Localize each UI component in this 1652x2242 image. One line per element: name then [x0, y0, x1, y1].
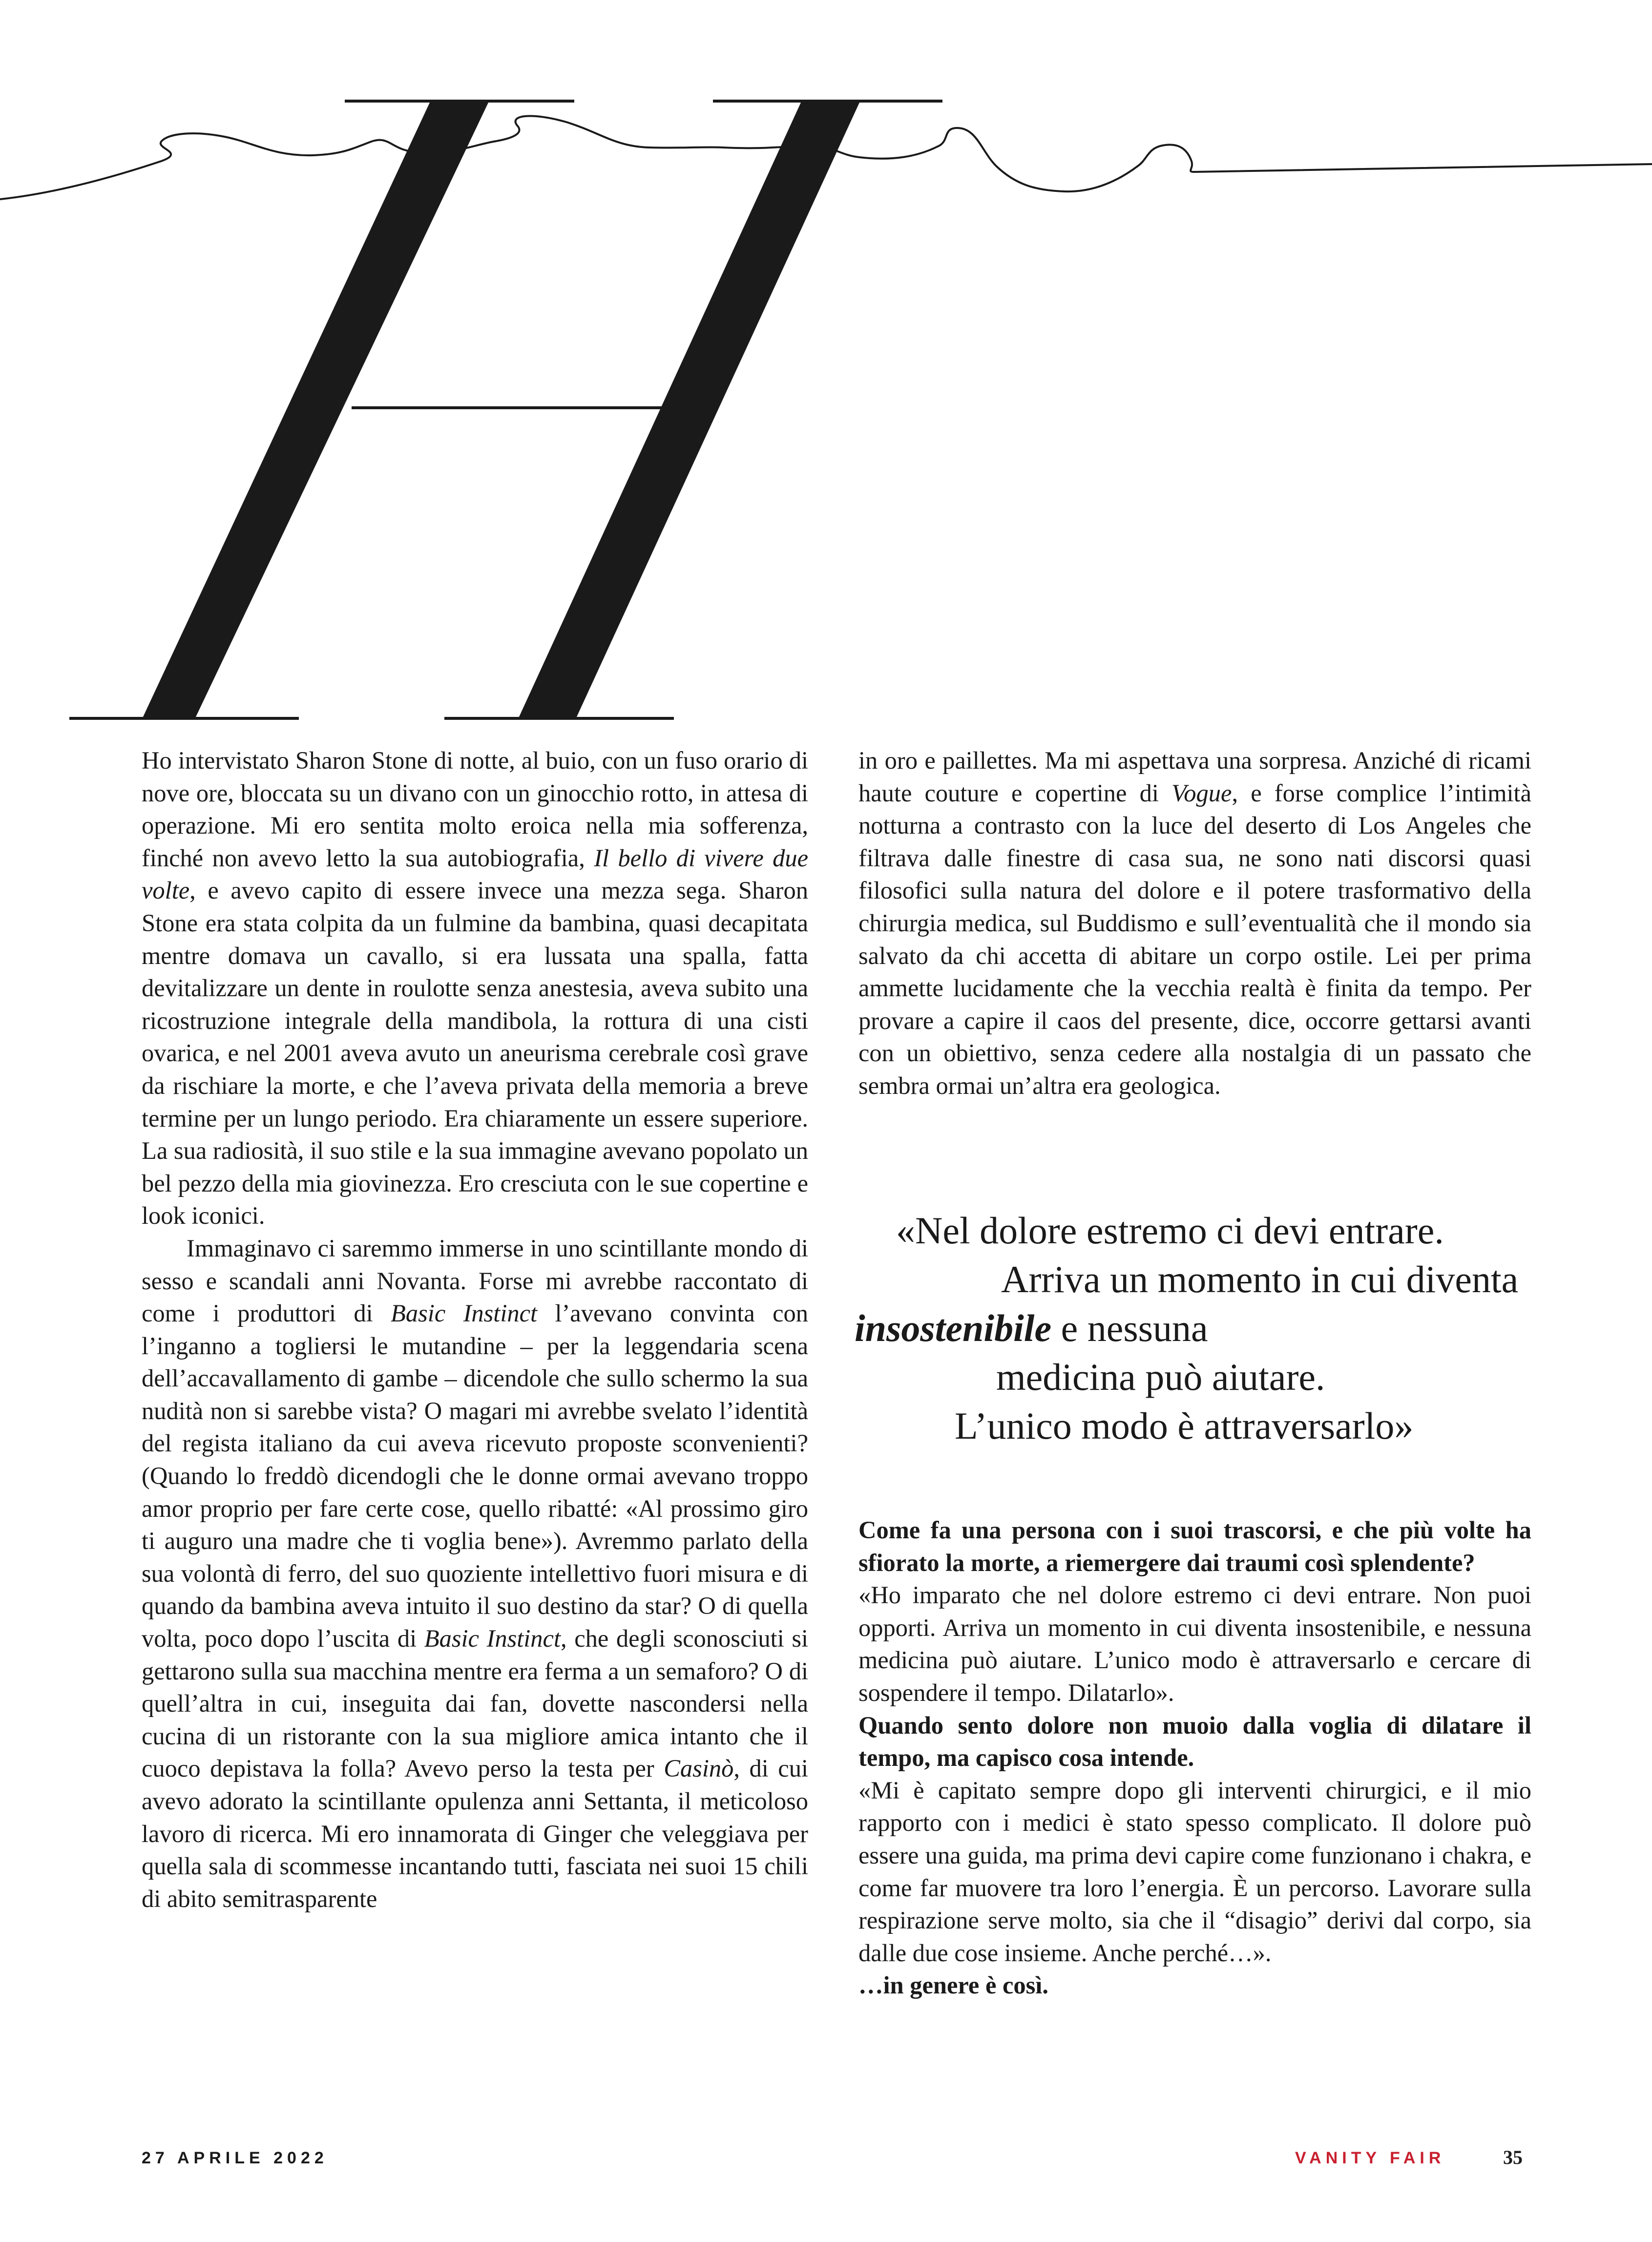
article-right-column — [858, 744, 1531, 1102]
article-left-column — [142, 744, 808, 1915]
article-paragraph: in oro e paillettes. Ma mi aspettava una sorpresa. Anziché di ricami haute couture e copertine di Vogue, e forse complice l’intimità notturna a contrasto con la luce del deserto di Los Angeles che filtrava dalle finestre di casa sua, ne sono nati discorsi quasi filosofici sulla natura del dolore e il potere trasformativo della chirurgia medica, sul Buddismo e sull’eventualità che il mondo sia salvato da chi accetta di abitare un corpo ostile. Lei per prima ammette lucidamente che la vecchia realtà è finita da tempo. Per provare a capire il caos del presente, dice, occorre gettarsi avanti con un obiettivo, senza cedere alla nostalgia di un passato che sembra ormai un’altra era geologica. — [858, 747, 1532, 1099]
pull-quote-line: «Nel dolore estremo ci devi entrare. — [896, 1209, 1444, 1252]
pull-quote-line: medicina può aiutare. — [996, 1356, 1325, 1398]
drop-cap-serif — [345, 100, 574, 103]
pull-quote-emphasis: insostenibile — [855, 1307, 1052, 1349]
interview-section — [858, 1514, 1531, 2002]
interview-question: Come fa una persona con i suoi trascorsi, e che più volte ha sfiorato la morte, a riemergere dai traumi così splendente? — [858, 1516, 1531, 1576]
pull-quote — [855, 1206, 1577, 1480]
article-paragraph: Immaginavo ci saremmo immerse in uno scintillante mondo di sesso e scandali anni Novanta. Forse mi avrebbe raccontato di come i produttori di Basic Instinct l’avevano convinta con l’inganno a togliersi le mutandine – per la leggendaria scena dell’accavallamento di gambe – dicendole che sullo schermo la sua nudità non si sarebbe vista? O magari mi avrebbe svelato l’identità del regista italiano da cui aveva ricevuto proposte sconvenienti? (Quando lo freddò dicendogli che le donne ormai avevano troppo amor proprio per fare certe cose, quello ribatté: «Al prossimo giro ti auguro una madre che ti voglia bene»). Avremmo parlato della sua volontà di ferro, del suo quoziente intellettivo fuori misura e di quando da bambina aveva intuito il suo destino da star? O di quella volta, poco dopo l’uscita di Basic Instinct, che degli sconosciuti si gettarono sulla sua macchina mentre era ferma a un semaforo? O di quell’altra in cui, inseguita dai fan, dovette nascondersi nella cucina di un ristorante con la sua migliore amica intanto che il cuoco depistava la folla? Avevo perso la testa per Casinò, di cui avevo adorato la scintillante opulenza anni Settanta, il meticoloso lavoro di ricerca. Mi ero innamorata di Ginger che veleggiava per quella sala di scommesse incantando tutti, fasciata nei suoi 15 chili di abito semitrasparente — [142, 1234, 809, 1912]
drop-cap-illustration — [0, 0, 1652, 733]
pull-quote-line: Arriva un momento in cui diventa — [1001, 1258, 1519, 1300]
drop-cap-stem — [143, 103, 488, 718]
film-title: Basic Instinct — [424, 1625, 561, 1653]
film-title: Casinò — [664, 1755, 734, 1782]
interview-answer: «Ho imparato che nel dolore estremo ci devi entrare. Non puoi opporti. Arriva un momento in cui diventa insostenibile, e nessuna medicina può aiutare. L’unico modo è attraversarlo e cercare di sospendere il tempo. Dilatarlo». — [858, 1581, 1531, 1706]
pull-quote-line: insostenibile e nessuna — [855, 1307, 1208, 1349]
interview-question: Quando sento dolore non muoio dalla voglia di dilatare il tempo, ma capisco cosa intende. — [858, 1711, 1531, 1772]
pull-quote-line: L’unico modo è attraversarlo» — [955, 1404, 1414, 1447]
drop-cap-crossbar — [352, 406, 664, 409]
article-paragraph: Ho intervistato Sharon Stone di notte, al buio, con un fuso orario di nove ore, bloccata su un divano con un ginocchio rotto, in attesa di operazione. Mi ero sentita molto eroica nella mia sofferenza, finché non avevo letto la sua autobiografia, Il bello di vivere due volte, e avevo capito di essere invece una mezza sega. Sharon Stone era stata colpita da un fulmine da bambina, quasi decapitata mentre domava un cavallo, si era lussata una spalla, fatta devitalizzare un dente in roulotte senza anestesia, aveva subito una ricostruzione integrale della mandibola, la rottura di una cisti ovarica, e nel 2001 aveva avuto un aneurisma cerebrale così grave da rischiare la morte, e che l’aveva privata della memoria a breve termine per un lungo periodo. Era chiaramente un essere superiore. La sua radiosità, il suo stile e la sua immagine avevano popolato un bel pezzo della mia giovinezza. Ero cresciuta con le sue copertine e look iconici. — [142, 747, 809, 1230]
magazine-name: VANITY FAIR — [1295, 2149, 1445, 2167]
drop-cap-stem — [519, 103, 859, 718]
interview-answer: «Mi è capitato sempre dopo gli interventi chirurgici, e il mio rapporto con i medici è stato spesso complicato. Il dolore può essere una guida, ma prima devi capire come funzionano i chakra, e come far muovere tra loro l’energia. È un percorso. Lavorare sulla respirazione serve molto, sia che il “disagio” derivi dal corpo, sia dalle due cose insieme. Anche perché…». — [858, 1776, 1531, 1967]
interview-question: …in genere è così. — [858, 1971, 1048, 1999]
drop-cap-serif — [713, 100, 942, 103]
book-title: Il bello di vivere due volte — [142, 844, 809, 904]
issue-date: 27 APRILE 2022 — [142, 2149, 328, 2167]
magazine-title: Vogue — [1171, 779, 1232, 807]
film-title: Basic Instinct — [391, 1299, 538, 1327]
page-number: 35 — [1503, 2146, 1523, 2168]
